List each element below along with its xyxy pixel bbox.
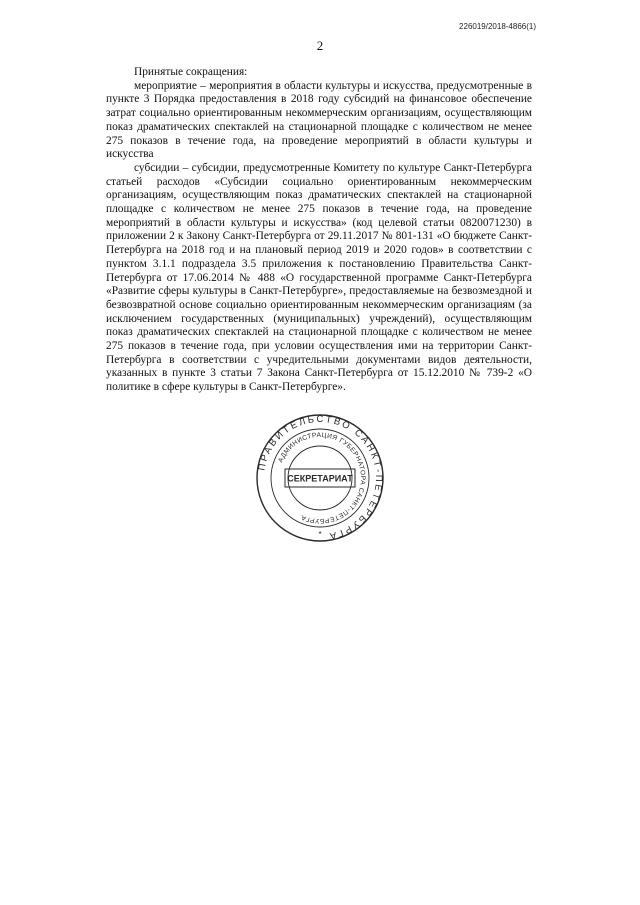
abbreviations-heading: Принятые сокращения: <box>134 66 248 78</box>
document-number: 226019/2018-4866(1) <box>459 22 536 31</box>
seal-inner-text: АДМИНИСТРАЦИЯ ГУБЕРНАТОРА САНКТ-ПЕТЕРБУРГА <box>277 431 367 525</box>
seal-center-text: СЕКРЕТАРИАТ <box>287 473 353 484</box>
page-number: 2 <box>316 38 324 53</box>
document-body <box>106 66 532 395</box>
definition-paragraph-subsidies: субсидии – субсидии, предусмотренные Комитету по культуре Санкт-Петербурга статьей расходов «Субсидии социально ориентированным некоммерческим организациям, осуществляющим показ драматических спектаклей на стационарной площадке с количеством не менее 275 показов в течение года, на проведение мероприятий в области культуры и искусства» (код целевой статьи 0820071230) в приложении 2 к Закону Санкт-Петербурга от 29.11.2017 № 801-131 «О бюджете Санкт-Петербурга на 2018 год и на плановый период 2019 и 2020 годов» в соответствии с пунктом 3.1.1 подраздела 3.5 приложения к постановлению Правительства Санкт-Петербурга от 17.06.2014 № 488 «О государственной программе Санкт-Петербурга «Развитие сферы культуры в Санкт-Петербурге», предоставляемые на безвозмездной и безвозвратной основе социально ориентированным некоммерческим организациям (за исключением государственных (муниципальных) учреждений), осуществляющим показ драматических спектаклей на стационарной площадке с количеством не менее 275 показов в течение года, при условии осуществления ими на территории Санкт-Петербурга в соответствии с учредительными документами видов деятельности, указанных в пункте 3 статьи 7 Закона Санкт-Петербурга от 15.12.2010 № 739-2 «О политике в сфере культуры в Санкт-Петербурге». <box>106 161 532 394</box>
seal-star-icon: * <box>318 530 322 539</box>
official-seal <box>255 413 385 543</box>
seal-outer-text: ПРАВИТЕЛЬСТВО САНКТ-ПЕТЕРБУРГА <box>256 413 385 542</box>
definition-paragraph-event: мероприятие – мероприятия в области культуры и искусства, предусмотренные в пункте 3 Порядка предоставления в 2018 году субсидий на финансовое обеспечение затрат социально ориентированным некоммерческим организациям, осуществляющим показ драматических спектаклей на стационарной площадке с количеством не менее 275 показов в течение года, на проведение мероприятий в области культуры и искусства <box>106 79 532 161</box>
